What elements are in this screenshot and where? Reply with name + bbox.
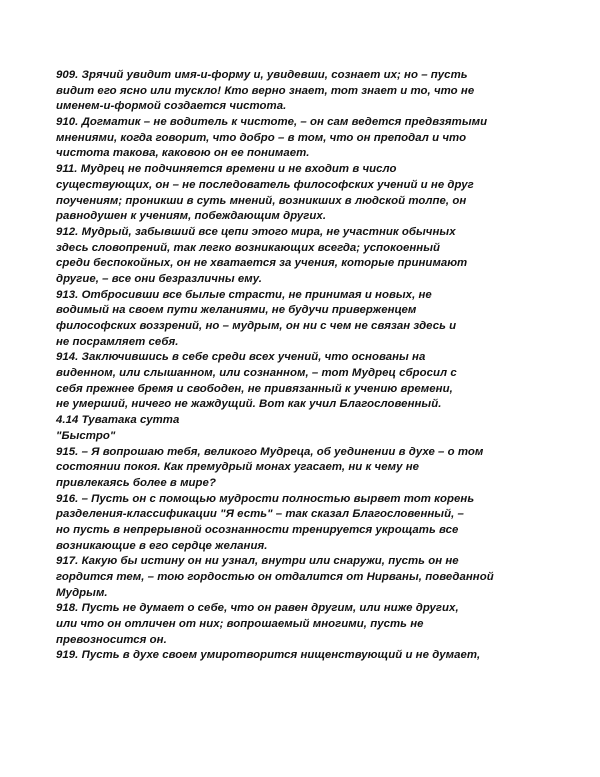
text-line: не посрамляет себя. [56, 335, 179, 348]
text-line: чистота такова, каковою он ее понимает. [56, 147, 310, 160]
text-line: 919. Пусть в духе своем умиротворится нищенствующий и не думает, [56, 649, 481, 662]
text-line: философских воззрений, но – мудрым, он ни с чем не связан здесь и [56, 320, 457, 332]
text-line: существующих, он – не последователь философских учений и не друг [56, 178, 474, 191]
text-line: другие, – все они безразличны ему. [56, 272, 262, 285]
text-line: 916. – Пусть он с помощью мудрости полностью вырвет тот корень [56, 492, 475, 505]
text-line: Мудрым. [56, 586, 108, 599]
text-line: 912. Мудрый, забывший все цепи этого мира, не участник обычных [56, 225, 456, 238]
text-line: 909. Зрячий увидит имя-и-форму и, увидевши, сознает их; но – пусть [56, 69, 468, 81]
text-line: равнодушен к учениям, побеждающим других. [56, 210, 327, 223]
text-line: 913. Отбросивши все былые страсти, не принимая и новых, не [56, 288, 432, 301]
text-line: 910. Догматик – не водитель к чистоте, – он сам ведется предвзятыми [56, 116, 488, 129]
section-subtitle: "Быстро" [56, 429, 116, 442]
text-line: себя прежнее бремя и свободен, не привязанный к учению времени, [56, 382, 453, 395]
text-line: водимый на своем пути желаниями, не будучи приверженцем [56, 304, 417, 317]
text-line: но пусть в непрерывной осознанности тренируется укрощать все [56, 523, 459, 536]
text-line: 917. Какую бы истину он ни узнал, внутри или снаружи, пусть он не [56, 555, 459, 568]
text-line: виденном, или слышанном, или сознанном, – тот Мудрец сбросил с [56, 367, 457, 380]
text-line: привлекаясь более в мире? [56, 476, 216, 489]
text-line: 914. Заключившись в себе среди всех учений, что основаны на [56, 351, 426, 364]
text-line: разделения-классификации "Я есть" – так сказал Благословенный, – [56, 508, 464, 521]
text-line: видит его ясно или тускло! Кто верно знает, тот знает и то, что не [56, 84, 475, 97]
text-line: возникающие в его сердце желания. [56, 539, 268, 552]
text-line: 911. Мудрец не подчиняется времени и не входит в число [56, 163, 397, 176]
text-line: 918. Пусть не думает о себе, что он равен другим, или ниже других, [56, 602, 459, 615]
text-line: состоянии покоя. Как премудрый монах угасает, ни к чему не [56, 461, 420, 474]
text-line: здесь словопрений, так легко возникающих всегда; успокоенный [56, 241, 440, 254]
text-line: именем-и-формой создается чистота. [56, 100, 287, 113]
text-line: среди беспокойных, он не хватается за учения, которые принимают [56, 257, 468, 270]
text-line: или что он отличен от них; вопрошаемый многими, пусть не [56, 618, 424, 631]
text-line: 915. – Я вопрошаю тебя, великого Мудреца, об уединении в духе – о том [56, 445, 484, 458]
text-line: не умерший, ничего не жаждущий. Вот как учил Благословенный. [56, 398, 442, 411]
text-block [56, 68, 556, 664]
section-heading: 4.14 Туватака сутта [56, 414, 180, 427]
text-line: гордится тем, – тою гордостью он отдалится от Нирваны, поведанной [56, 571, 494, 583]
text-line: поучениям; проникши в суть мнений, возникших в людской толпе, он [56, 194, 467, 207]
text-line: мнениями, когда говорит, что добро – в том, что он преподал и что [56, 131, 467, 144]
text-line: превозносится он. [56, 633, 167, 646]
